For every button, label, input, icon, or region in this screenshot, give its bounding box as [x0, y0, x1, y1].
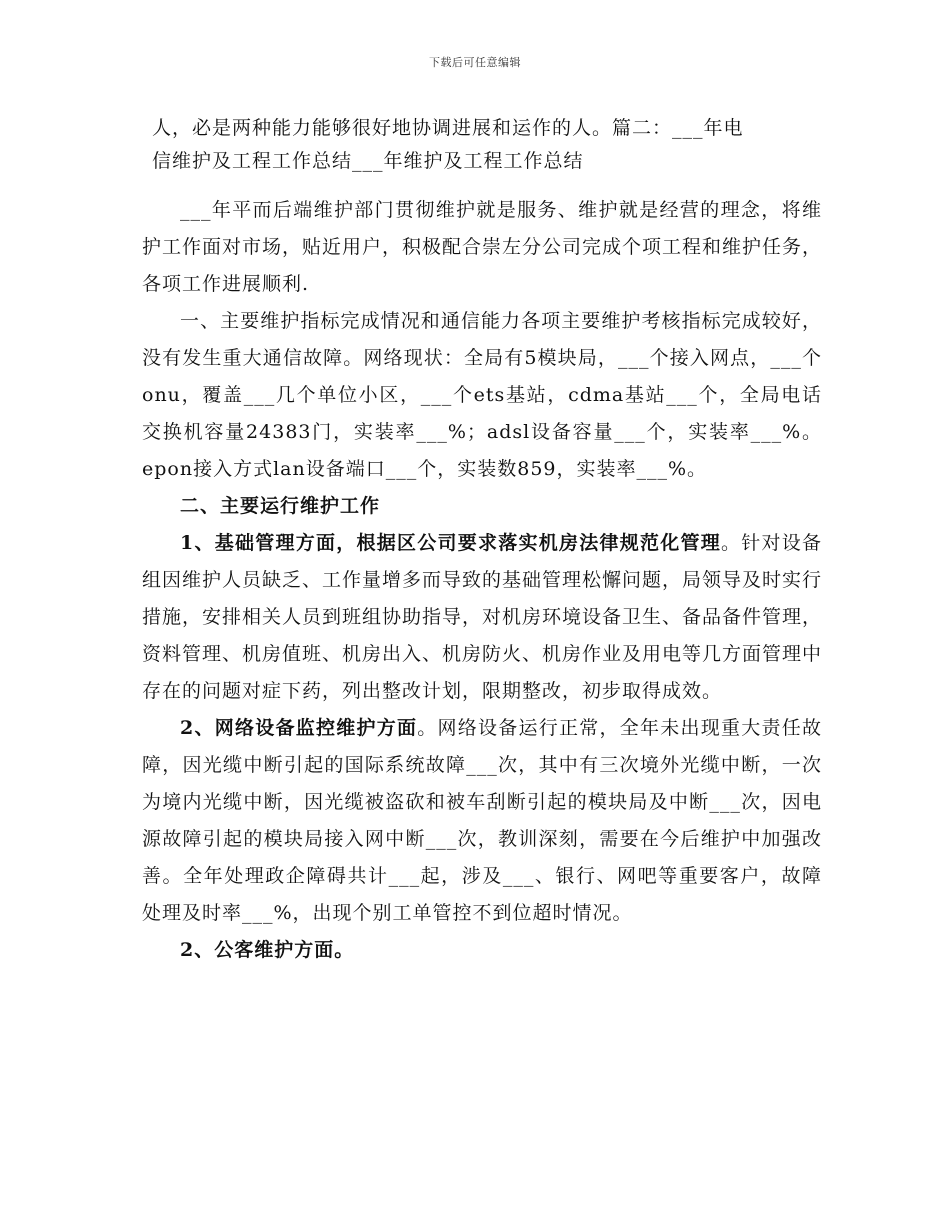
paragraph-network-monitoring-text: 。网络设备运行正常，全年未出现重大责任故障，因光缆中断引起的国际系统故障___次，其中有三次境外光缆中断，一次为境内光缆中断，因光缆被盗砍和被车刮断引起的模块局及中断___次，因电源故障引起的模块局接入网中断___次，教训深刻，需要在今后维护中加强改善。全年处理政企障碍共计___起，涉及___、银行、网吧等重要客户，故障处理及时率___%，出现个别工单管控不到位超时情况。: [142, 717, 822, 924]
paragraph-network-monitoring: [142, 710, 822, 932]
paragraph-basic-management: [142, 525, 822, 710]
intro-paragraph: [142, 112, 822, 178]
section-heading-main-operations: 二、主要运行维护工作: [180, 495, 381, 517]
section-heading-public-customer: 2、公客维护方面。: [180, 939, 355, 961]
paragraph-maintenance-indicators: 一、主要维护指标完成情况和通信能力各项主要维护考核指标完成较好，没有发生重大通信故障。网络现状：全局有5模块局，___个接入网点，___个onu，覆盖___几个单位小区，___个ets基站，cdma基站___个，全局电话交换机容量24383门，实装率___%；adsl设备容量___个，实装率___%。epon接入方式lan设备端口___个，实装数859，实装率___%。: [142, 310, 822, 480]
paragraph-basic-management-text: 。针对设备组因维护人员缺乏、工作量增多而导致的基础管理松懈问题，局领导及时实行措施，安排相关人员到班组协助指导，对机房环境设备卫生、备品备件管理，资料管理、机房值班、机房出入、机房防火、机房作业及用电等几方面管理中存在的问题对症下药，列出整改计划，限期整改，初步取得成效。: [142, 532, 823, 702]
paragraph-network-monitoring-title: 2、网络设备监控维护方面: [180, 717, 418, 739]
intro-line-1: 人，必是两种能力能够很好地协调进展和运作的人。篇二：___年电: [152, 117, 744, 139]
paragraph-overview: ___年平而后端维护部门贯彻维护就是服务、维护就是经营的理念，将维护工作面对市场，贴近用户，积极配合崇左分公司完成个项工程和维护任务，各项工作进展顺利.: [142, 199, 823, 295]
page-header-note: 下载后可任意编辑: [429, 56, 521, 69]
paragraph-basic-management-title: 1、基础管理方面，根据区公司要求落实机房法律规范化管理: [180, 532, 721, 554]
intro-line-2: 信维护及工程工作总结___年维护及工程工作总结: [152, 150, 584, 172]
document-body: [142, 112, 822, 969]
